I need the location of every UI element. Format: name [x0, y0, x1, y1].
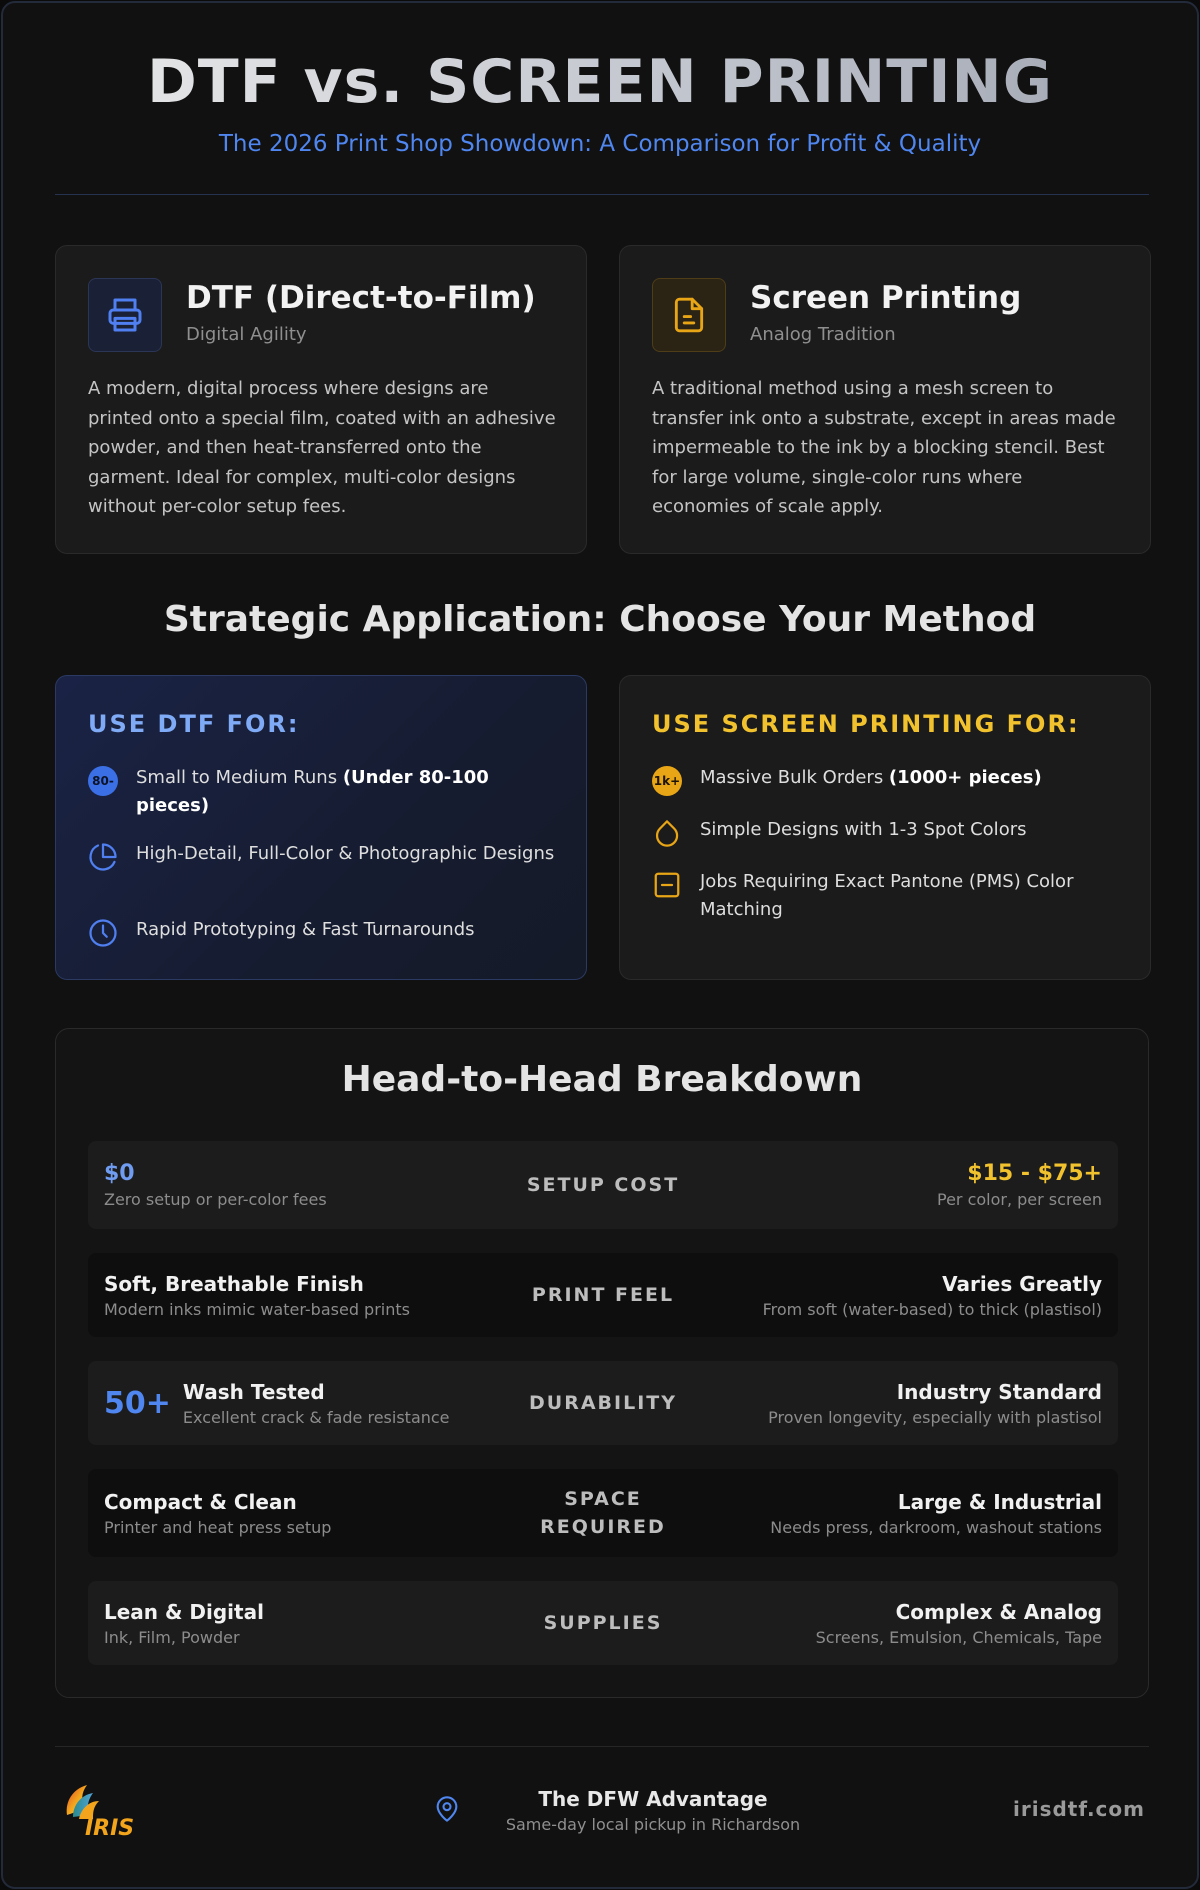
bulk-orders-badge: 1k+: [652, 766, 682, 796]
advantage-title: The DFW Advantage: [538, 1787, 768, 1811]
screen-subtitle: Analog Tradition: [750, 324, 896, 345]
svg-text:IRIS: IRIS: [85, 1816, 135, 1839]
website-link[interactable]: irisdtf.com: [1013, 1797, 1145, 1821]
table-row: 50+ Wash Tested Excellent crack & fade resistance DURABILITY Industry Standard Proven longevity, especially with plastisol: [88, 1361, 1118, 1445]
printer-icon: [88, 278, 162, 352]
strategy-title: Strategic Application: Choose Your Method: [163, 599, 1037, 640]
clock-icon: [88, 918, 118, 948]
dfw-advantage: [433, 1785, 801, 1835]
screen-title: Screen Printing: [750, 280, 1022, 316]
row-label: SUPPLIES: [543, 1612, 663, 1634]
row-label: SETUP COST: [526, 1174, 680, 1196]
breakdown-title: Head-to-Head Breakdown: [341, 1059, 863, 1100]
small-runs-badge: 80-: [88, 766, 118, 796]
table-row: Lean & Digital Ink, Film, Powder SUPPLIES Complex & Analog Screens, Emulsion, Chemicals, Tape: [88, 1581, 1118, 1665]
list-item: Rapid Prototyping & Fast Turnarounds: [88, 916, 558, 946]
page-subtitle: The 2026 Print Shop Showdown: A Comparison for Profit & Quality: [218, 131, 982, 157]
row-label: SPACE REQUIRED: [540, 1488, 666, 1538]
footer-divider: [55, 1746, 1149, 1747]
list-item: 80- Small to Medium Runs (Under 80-100 pieces): [88, 764, 558, 820]
dtf-intro-card: [55, 245, 587, 554]
drop-icon: [652, 818, 682, 848]
list-item: High-Detail, Full-Color & Photographic Designs: [88, 840, 558, 896]
dtf-title: DTF (Direct-to-Film): [186, 280, 536, 316]
table-row: $0 Zero setup or per-color fees SETUP COST $15 - $75+ Per color, per screen: [88, 1141, 1118, 1229]
page-title: DTF vs. SCREEN PRINTING: [3, 47, 1197, 117]
use-screen-heading: USE SCREEN PRINTING FOR:: [652, 710, 1080, 738]
table-row: Compact & Clean Printer and heat press setup SPACE REQUIRED Large & Industrial Needs press, darkroom, washout stations: [88, 1469, 1118, 1557]
pie-chart-icon: [88, 842, 118, 872]
infographic: [1, 1, 1199, 1889]
use-dtf-heading: USE DTF FOR:: [88, 710, 300, 738]
head-to-head-card: [55, 1028, 1149, 1698]
list-item: Simple Designs with 1-3 Spot Colors: [652, 816, 1122, 846]
row-label: PRINT FEEL: [531, 1284, 675, 1306]
screen-description: A traditional method using a mesh screen to transfer ink onto a substrate, except in areas made impermeable to the ink by a blocking stencil. Best for large volume, single-color runs where economies of scale apply.: [652, 378, 1116, 517]
document-icon: [652, 278, 726, 352]
list-item: Jobs Requiring Exact Pantone (PMS) Color Matching: [652, 868, 1122, 924]
iris-logo: [59, 1779, 151, 1839]
swatch-icon: [652, 870, 682, 900]
screen-intro-card: [619, 245, 1151, 554]
dtf-description: A modern, digital process where designs are printed onto a special film, coated with an adhesive powder, and then heat-transferred onto the garment. Ideal for complex, multi-color designs without per-color setup fees.: [88, 378, 556, 517]
use-dtf-card: [55, 675, 587, 980]
row-label: DURABILITY: [529, 1392, 677, 1414]
advantage-subtitle: Same-day local pickup in Richardson: [505, 1815, 801, 1834]
header-divider: [55, 194, 1149, 195]
list-item: 1k+ Massive Bulk Orders (1000+ pieces): [652, 764, 1122, 794]
use-screen-card: [619, 675, 1151, 980]
wash-count: 50+: [104, 1385, 171, 1421]
dtf-subtitle: Digital Agility: [186, 324, 307, 345]
table-row: Soft, Breathable Finish Modern inks mimic water-based prints PRINT FEEL Varies Greatly From soft (water-based) to thick (plastisol): [88, 1253, 1118, 1337]
